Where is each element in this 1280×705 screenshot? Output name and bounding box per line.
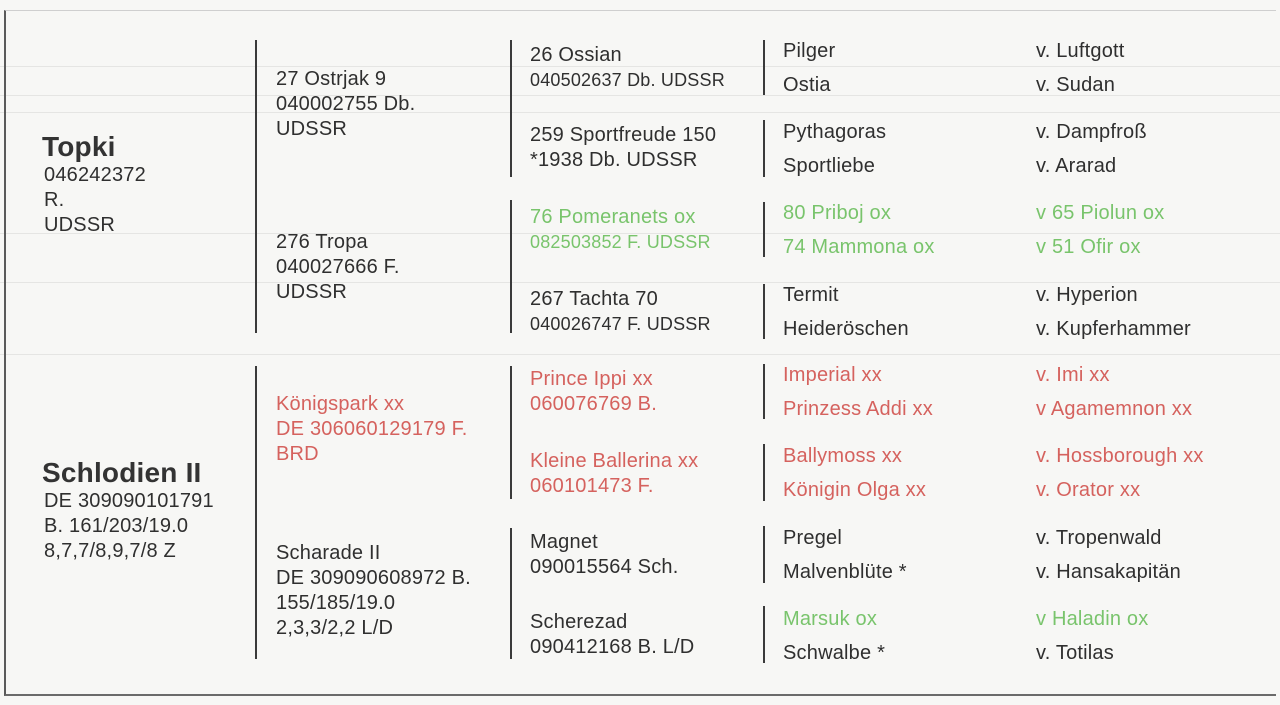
divider-gen3-3 [763,202,765,257]
gen4-name: 80 Priboj ox [783,202,892,224]
gen4-name: Schwalbe * [783,642,886,664]
gen3-ancestor: 267 Tachta 70 040026747 F. UDSSR [530,288,711,334]
gen4-sire: v. Kupferhammer [1036,318,1191,340]
dam-of-dam: Scharade II DE 309090608972 B. 155/185/19.0 2,3,3/2,2 L/D [276,542,471,639]
gen4-name: Pythagoras [783,121,887,143]
gen4-sire: v. Luftgott [1036,40,1125,62]
gen4-sire: v. Imi xx [1036,364,1110,386]
gen3-ancestor: 259 Sportfreude 150 *1938 Db. UDSSR [530,124,717,171]
divider-gen1-sire [255,40,257,333]
gen3-ancestor: 26 Ossian 040502637 Db. UDSSR [530,44,725,90]
divider-gen3-8 [763,606,765,663]
gen4-name: 74 Mammona ox [783,236,935,258]
divider-gen2-ss [510,40,512,177]
divider-gen2-sd [510,200,512,333]
gen3-ancestor: Magnet 090015564 Sch. [530,531,679,578]
dam-name: Schlodien II [42,457,202,488]
gen4-name: Malvenblüte * [783,561,907,583]
gen3-ancestor: Scherezad 090412168 B. L/D [530,611,695,658]
sire-of-dam: Königspark xx DE 306060129179 F. BRD [276,393,468,465]
gen4-sire: v Haladin ox [1036,608,1149,630]
pedigree-frame [4,10,1276,696]
gen4-sire: v. Ararad [1036,155,1117,177]
gen4-sire: v 51 Ofir ox [1036,236,1141,258]
gen4-name: Pregel [783,527,843,549]
gen4-sire: v Agamemnon xx [1036,398,1193,420]
gen4-name: Termit [783,284,839,306]
gen4-name: Königin Olga xx [783,479,927,501]
gen4-name: Sportliebe [783,155,876,177]
gen4-sire: v. Sudan [1036,74,1116,96]
gen4-sire: v. Tropenwald [1036,527,1162,549]
dam-of-sire: 276 Tropa 040027666 F. UDSSR [276,231,400,303]
divider-gen3-6 [763,444,765,501]
sire-name: Topki [42,131,116,162]
gen4-sire: v 65 Piolun ox [1036,202,1165,224]
gen4-name: Ballymoss xx [783,445,903,467]
dam-details: DE 309090101791 B. 161/203/19.0 8,7,7/8,9,7/8 Z [44,490,214,562]
divider-gen2-dd [510,528,512,659]
gen4-name: Imperial xx [783,364,882,386]
divider-gen3-2 [763,120,765,177]
gen3-ancestor: Kleine Ballerina xx 060101473 F. [530,450,699,497]
gen4-sire: v. Orator xx [1036,479,1141,501]
sire-of-sire: 27 Ostrjak 9 040002755 Db. UDSSR [276,68,416,140]
divider-gen2-ds [510,366,512,499]
gen4-sire: v. Hyperion [1036,284,1138,306]
divider-gen3-4 [763,284,765,339]
gen3-ancestor: 76 Pomeranets ox 082503852 F. UDSSR [530,206,711,252]
gen4-name: Prinzess Addi xx [783,398,933,420]
divider-gen1-dam [255,366,257,659]
gen4-sire: v. Totilas [1036,642,1114,664]
divider-gen3-7 [763,526,765,583]
gen4-sire: v. Hossborough xx [1036,445,1204,467]
sire-details: 046242372 R. UDSSR [44,164,146,236]
gen4-name: Heideröschen [783,318,909,340]
divider-gen3-1 [763,40,765,95]
gen4-name: Marsuk ox [783,608,878,630]
gen4-sire: v. Hansakapitän [1036,561,1181,583]
divider-gen3-5 [763,364,765,419]
gen3-ancestor: Prince Ippi xx 060076769 B. [530,368,657,415]
gen4-name: Ostia [783,74,831,96]
gen4-name: Pilger [783,40,836,62]
gen4-sire: v. Dampfroß [1036,121,1147,143]
